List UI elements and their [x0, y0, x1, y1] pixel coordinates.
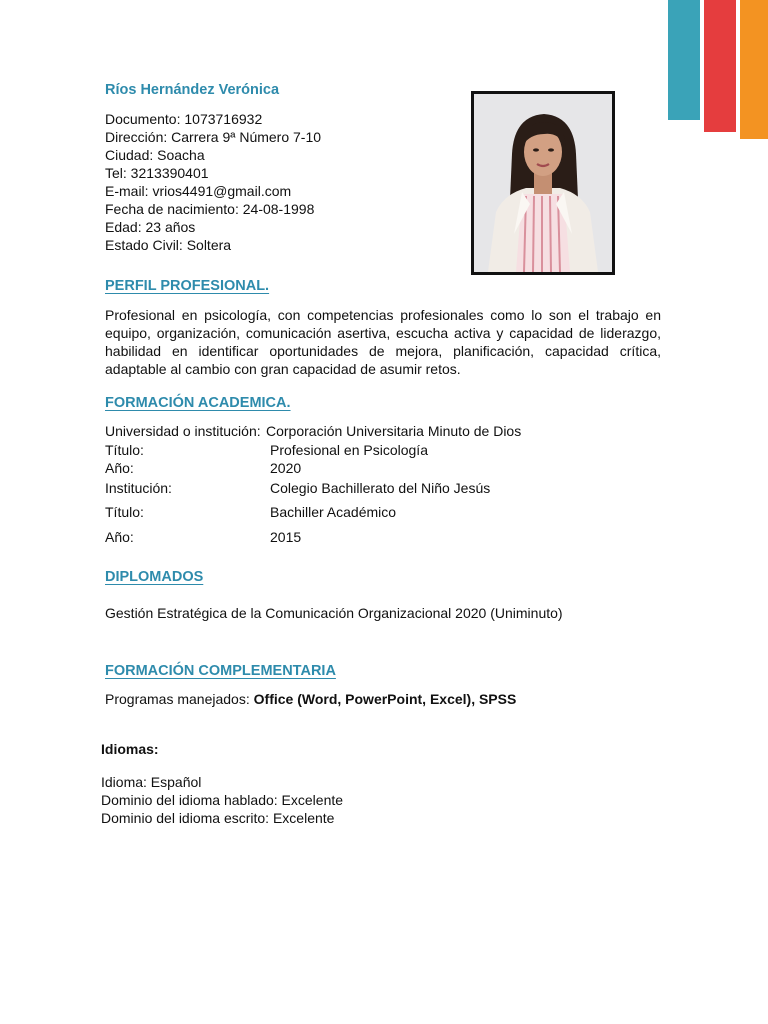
contact-estado-civil: Estado Civil: Soltera	[105, 237, 232, 253]
idiomas-title: Idiomas:	[101, 741, 159, 757]
contact-edad: Edad: 23 años	[105, 219, 196, 235]
contact-ciudad: Ciudad: Soacha	[105, 147, 205, 163]
contact-documento: Documento: 1073716932	[105, 111, 263, 127]
diplomado-item: Gestión Estratégica de la Comunicación Organizacional 2020 (Uniminuto)	[105, 605, 563, 621]
edu-label: Año:	[105, 460, 134, 476]
decorative-bar-teal	[668, 0, 700, 120]
programas-label: Programas manejados:	[105, 691, 254, 707]
decorative-bar-orange	[740, 0, 768, 139]
edu-label: Institución:	[105, 480, 172, 496]
edu-value: Corporación Universitaria Minuto de Dios	[266, 423, 522, 439]
edu-row	[105, 529, 302, 545]
section-title-perfil: PERFIL PROFESIONAL.	[105, 278, 270, 294]
contact-fecha-nacimiento: Fecha de nacimiento: 24-08-1998	[105, 201, 315, 217]
profile-photo	[471, 91, 615, 275]
idioma-line: Dominio del idioma escrito: Excelente	[101, 810, 335, 826]
edu-row	[105, 423, 522, 439]
section-title-diplomados: DIPLOMADOS	[105, 569, 204, 585]
edu-row	[105, 460, 302, 476]
edu-value: Colegio Bachillerato del Niño Jesús	[270, 480, 491, 496]
section-title-formacion: FORMACIÓN ACADEMICA.	[105, 395, 291, 411]
programas-manejados	[105, 691, 516, 707]
edu-row	[105, 480, 491, 496]
perfil-text: Profesional en psicología, con competencias profesionales como lo son el trabajo en equipo, organización, comunicación asertiva, escucha activa y capacidad de liderazgo, habilidad en identificar oportunidades de mejora, planificación, capacidad crítica, adaptable al cambio con gran capacidad de asumir retos.	[105, 307, 661, 377]
cv-name: Ríos Hernández Verónica	[105, 82, 280, 98]
contact-info	[105, 110, 321, 254]
edu-value: Profesional en Psicología	[270, 442, 428, 458]
edu-value: 2020	[270, 460, 302, 476]
contact-email: E-mail: vrios4491@gmail.com	[105, 183, 292, 199]
edu-label: Universidad o institución:	[105, 423, 261, 439]
programas-value: Office (Word, PowerPoint, Excel), SPSS	[253, 691, 517, 707]
edu-value: 2015	[270, 529, 302, 545]
edu-value: Bachiller Académico	[270, 504, 397, 520]
edu-label: Título:	[105, 504, 144, 520]
edu-row	[105, 442, 428, 458]
profile-photo-illustration	[474, 94, 612, 272]
idioma-line: Dominio del idioma hablado: Excelente	[101, 792, 344, 808]
contact-direccion: Dirección: Carrera 9ª Número 7-10	[105, 129, 322, 145]
edu-row	[105, 504, 397, 520]
idioma-line: Idioma: Español	[101, 774, 202, 790]
decorative-bar-red	[704, 0, 736, 132]
section-title-complementaria: FORMACIÓN COMPLEMENTARIA	[105, 663, 336, 679]
edu-label: Año:	[105, 529, 134, 545]
edu-label: Título:	[105, 442, 144, 458]
idiomas-list	[101, 773, 343, 827]
contact-tel: Tel: 3213390401	[105, 165, 209, 181]
